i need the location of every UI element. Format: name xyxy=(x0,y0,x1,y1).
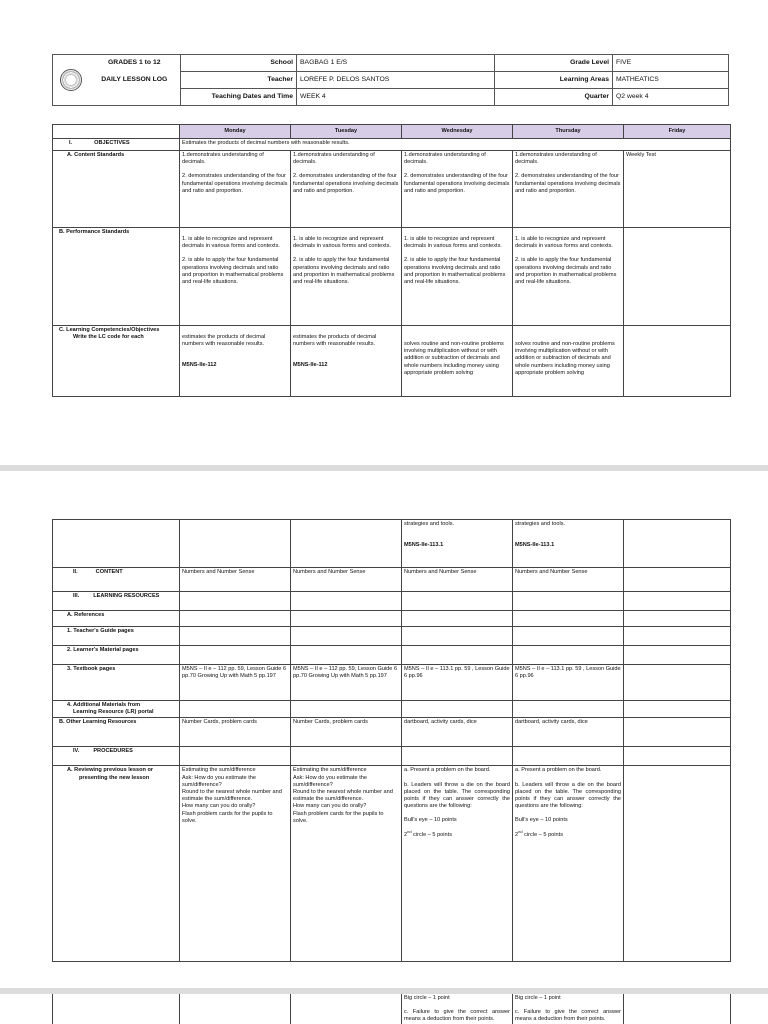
teaching-dates-value: WEEK 4 xyxy=(297,89,495,106)
content-wednesday: Numbers and Number Sense xyxy=(402,568,513,592)
deped-seal xyxy=(53,55,89,106)
learning-resources-label: III. LEARNING RESOURCES xyxy=(53,592,180,611)
objectives-text: Estimates the products of decimal numbers with reasonable results. xyxy=(180,139,731,151)
content-standards-label: A. Content Standards xyxy=(53,151,180,228)
content-standards-wednesday: 1.demonstrates understanding of decimals. 2. demonstrates understanding of the four fundamental operations involving decimals and ratio and proportion. xyxy=(402,151,513,228)
day-header-thursday: Thursday xyxy=(513,125,624,139)
day-header-friday: Friday xyxy=(624,125,731,139)
textbook-thursday: M5NS – II e – 113.1 pp. 59 , Lesson Guide 6 pp.96 xyxy=(513,665,624,701)
lesson-table-page-1 xyxy=(52,124,731,397)
competency-wednesday-cont: strategies and tools. M5NS-IIe-113.1 xyxy=(402,520,513,568)
weekly-test: Weekly Test xyxy=(624,151,731,228)
textbook-tuesday: M5NS – II e – 112 pp. 59, Lesson Guide 6 pp.70 Growing Up with Math 5 pp.197 xyxy=(291,665,402,701)
competency-thursday-cont: strategies and tools. M5NS-IIe-113.1 xyxy=(513,520,624,568)
procedures-label: IV. PROCEDURES xyxy=(53,747,180,766)
other-resources-label: B. Other Learning Resources xyxy=(53,718,180,747)
other-resources-monday: Number Cards, problem cards xyxy=(180,718,291,747)
grade-level-value: FIVE xyxy=(613,55,729,72)
other-resources-thursday: dartboard, activity cards, dice xyxy=(513,718,624,747)
procedure-wednesday-cont: Big circle – 1 point c. Failure to give the correct answer means a deduction from their points. xyxy=(402,994,513,1024)
seal-icon xyxy=(60,69,82,91)
content-tuesday: Numbers and Number Sense xyxy=(291,568,402,592)
reviewing-lesson-label: A. Reviewing previous lesson or presenting the new lesson xyxy=(53,766,180,962)
grade-level-label: Grade Level xyxy=(495,55,613,72)
competency-wednesday: solves routine and non-routine problems involving multiplication without or with addition or subtraction of decimals and whole numbers including money using appropriate problem solving xyxy=(402,326,513,397)
teacher-label: Teacher xyxy=(181,72,297,89)
header-table xyxy=(52,54,729,106)
school-label: School xyxy=(181,55,297,72)
learning-areas-label: Learning Areas xyxy=(495,72,613,89)
learning-areas-value: MATHEATICS xyxy=(613,72,729,89)
daily-lesson-log-title: DAILY LESSON LOG xyxy=(89,72,181,89)
lesson-table-page-2 xyxy=(52,519,731,962)
learners-material-label: 2. Learner's Material pages xyxy=(53,646,180,665)
procedure-tuesday: Estimating the sum/difference Ask: How do you estimate the sum/difference? Round to the nearest whole number and estimate the sum/difference. How many can you do orally? Flash problem cards for the pupils to solve. xyxy=(291,766,402,962)
teacher-value: LOREFE P. DELOS SANTOS xyxy=(297,72,495,89)
page-3 xyxy=(0,994,768,1024)
learning-competencies-label: C. Learning Competencies/Objectives Write the LC code for each xyxy=(53,326,180,397)
other-resources-tuesday: Number Cards, problem cards xyxy=(291,718,402,747)
day-header-wednesday: Wednesday xyxy=(402,125,513,139)
day-header-tuesday: Tuesday xyxy=(291,125,402,139)
lesson-table-page-3 xyxy=(52,994,731,1024)
procedure-monday: Estimating the sum/difference Ask: How do you estimate the sum/difference? Round to the nearest whole number and estimate the sum/difference. How many can you do orally? Flash problem cards for the pupils to solve. xyxy=(180,766,291,962)
competency-thursday: solves routine and non-routine problems involving multiplication without or with addition or subtraction of decimals and whole numbers including money using appropriate problem solving xyxy=(513,326,624,397)
procedure-thursday-cont: Big circle – 1 point c. Failure to give the correct answer means a deduction from their points. xyxy=(513,994,624,1024)
performance-standards-wednesday: 1. is able to recognize and represent decimals in various forms and contexts. 2. is able to apply the four fundamental operations involving decimals and ratio and proportion in mathematical problems and real-life situations. xyxy=(402,228,513,326)
day-header-monday: Monday xyxy=(180,125,291,139)
competency-tuesday: estimates the products of decimal numbers with reasonable results. M5NS-IIe-112 xyxy=(291,326,402,397)
page-2 xyxy=(0,471,768,988)
quarter-value: Q2 week 4 xyxy=(613,89,729,106)
other-resources-wednesday: dartboard, activity cards, dice xyxy=(402,718,513,747)
content-standards-thursday: 1.demonstrates understanding of decimals. 2. demonstrates understanding of the four fundamental operations involving decimals and ratio and proportion. xyxy=(513,151,624,228)
additional-materials-label: 4. Additional Materials from Learning Resource (LR) portal xyxy=(53,701,180,718)
content-thursday: Numbers and Number Sense xyxy=(513,568,624,592)
teaching-dates-label: Teaching Dates and Time xyxy=(181,89,297,106)
performance-standards-monday: 1. is able to recognize and represent decimals in various forms and contexts. 2. is able to apply the four fundamental operations involving decimals and ratio and proportion in mathematical problems and real-life situations. xyxy=(180,228,291,326)
grades-label: GRADES 1 to 12 xyxy=(89,55,181,72)
procedure-wednesday: a. Present a problem on the board. b. Leaders will throw a die on the board placed on the table. The corresponding points if they can answer correctly the questions are the following: Bull's eye – 10 points 2nd circle – 5 points xyxy=(402,766,513,962)
page-1 xyxy=(0,0,768,465)
references-label: A. References xyxy=(53,611,180,627)
textbook-wednesday: M5NS – II e – 113.1 pp. 59 , Lesson Guide 6 pp.96 xyxy=(402,665,513,701)
content-monday: Numbers and Number Sense xyxy=(180,568,291,592)
content-standards-monday: 1.demonstrates understanding of decimals. 2. demonstrates understanding of the four fundamental operations involving decimals and ratio and proportion. xyxy=(180,151,291,228)
performance-standards-label: B. Performance Standards xyxy=(53,228,180,326)
competency-monday: estimates the products of decimal numbers with reasonable results. M5NS-IIe-112 xyxy=(180,326,291,397)
quarter-label: Quarter xyxy=(495,89,613,106)
objectives-label: I. OBJECTIVES xyxy=(53,139,180,151)
performance-standards-thursday: 1. is able to recognize and represent decimals in various forms and contexts. 2. is able to apply the four fundamental operations involving decimals and ratio and proportion in mathematical problems and real-life situations. xyxy=(513,228,624,326)
textbook-monday: M5NS – II e – 112 pp. 59, Lesson Guide 6 pp.70 Growing Up with Math 5 pp.197 xyxy=(180,665,291,701)
procedure-thursday: a. Present a problem on the board. b. Leaders will throw a die on the board placed on the table. The corresponding points if they can answer correctly the questions are the following: Bull's eye – 10 points 2nd circle – 5 points xyxy=(513,766,624,962)
content-standards-tuesday: 1.demonstrates understanding of decimals. 2. demonstrates understanding of the four fundamental operations involving decimals and ratio and proportion. xyxy=(291,151,402,228)
teachers-guide-label: 1. Teacher's Guide pages xyxy=(53,627,180,646)
textbook-label: 3. Textbook pages xyxy=(53,665,180,701)
performance-standards-tuesday: 1. is able to recognize and represent decimals in various forms and contexts. 2. is able to apply the four fundamental operations involving decimals and ratio and proportion in mathematical problems and real-life situations. xyxy=(291,228,402,326)
school-value: BAGBAG 1 E/S xyxy=(297,55,495,72)
content-label: II. CONTENT xyxy=(53,568,180,592)
